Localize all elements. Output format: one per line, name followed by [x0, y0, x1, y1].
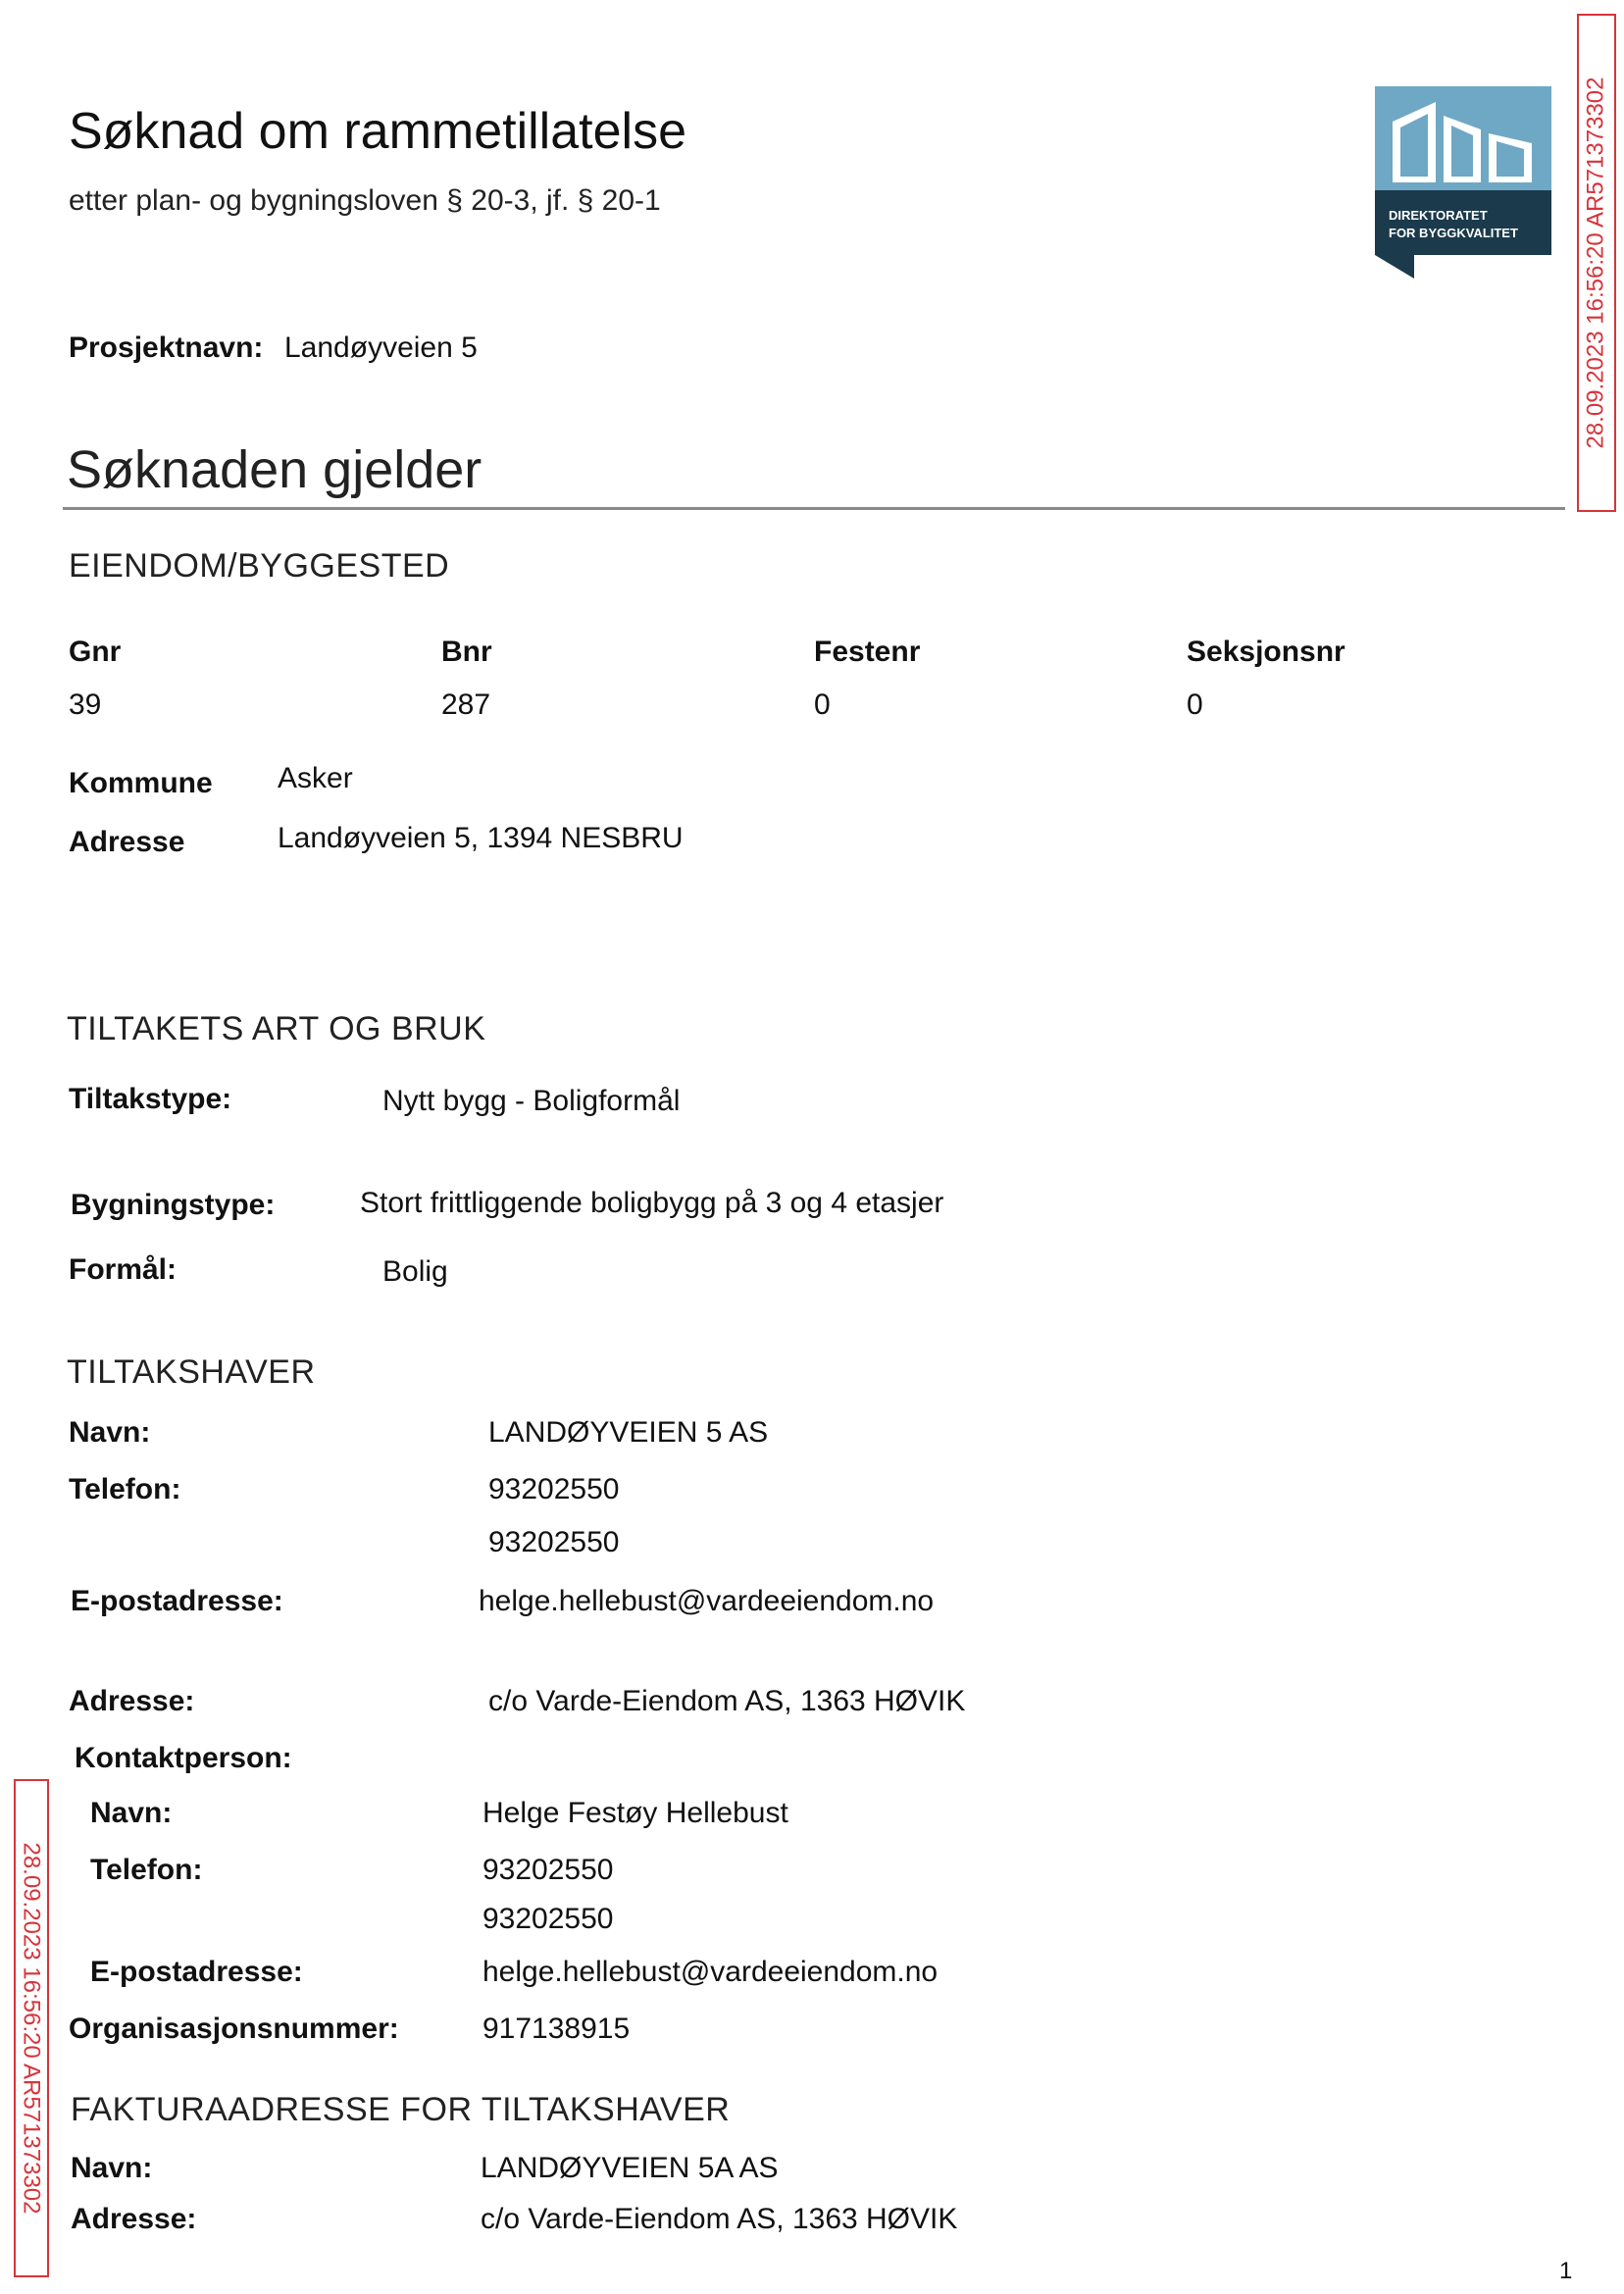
gnr-value: 39	[69, 688, 102, 721]
faktura-section-title: FAKTURAADRESSE FOR TILTAKSHAVER	[71, 2091, 731, 2128]
kontakt-telefon1: 93202550	[482, 1854, 614, 1886]
faktura-adresse-value: c/o Varde-Eiendom AS, 1363 HØVIK	[481, 2203, 958, 2235]
logo-line2: FOR BYGGKVALITET	[1389, 226, 1518, 240]
tiltakstype-label: Tiltakstype:	[69, 1083, 232, 1115]
tiltakshaver-telefon-label: Telefon:	[69, 1473, 181, 1505]
kontakt-epost-label: E-postadresse:	[90, 1956, 303, 1988]
formal-value: Bolig	[382, 1255, 448, 1288]
tiltakshaver-navn-value: LANDØYVEIEN 5 AS	[488, 1416, 769, 1449]
tiltakshaver-telefon1: 93202550	[488, 1473, 620, 1505]
adresse-label: Adresse	[69, 826, 185, 858]
festenr-value: 0	[814, 688, 831, 721]
adresse-value: Landøyveien 5, 1394 NESBRU	[278, 822, 684, 854]
timestamp-stamp-top: 28.09.2023 16:56:20 AR571373302	[1577, 14, 1616, 512]
bnr-value: 287	[441, 688, 491, 721]
faktura-adresse-label: Adresse:	[71, 2203, 197, 2235]
timestamp-stamp-bottom: 28.09.2023 16:56:20 AR571373302	[14, 1779, 49, 2277]
dibk-logo-icon	[1375, 86, 1551, 279]
tiltakshaver-navn-label: Navn:	[69, 1416, 151, 1449]
tiltakshaver-epost-value: helge.hellebust@vardeeiendom.no	[479, 1585, 935, 1617]
heading-divider	[63, 507, 1565, 510]
tiltakshaver-telefon2: 93202550	[488, 1526, 620, 1558]
bnr-label: Bnr	[441, 636, 492, 668]
formal-label: Formål:	[69, 1253, 178, 1286]
project-name-value: Landøyveien 5	[284, 331, 478, 364]
organisasjonsnummer-value: 917138915	[482, 2013, 631, 2045]
kontakt-navn-value: Helge Festøy Hellebust	[482, 1797, 788, 1829]
kontakt-telefon2: 93202550	[482, 1903, 614, 1935]
bygningstype-value: Stort frittliggende boligbygg på 3 og 4 etasjer	[360, 1187, 944, 1219]
kommune-label: Kommune	[69, 767, 213, 799]
kontakt-epost-value: helge.hellebust@vardeeiendom.no	[482, 1956, 939, 1988]
page-number: 1	[1559, 2258, 1573, 2284]
kontaktperson-label: Kontaktperson:	[75, 1742, 292, 1774]
seksjonsnr-label: Seksjonsnr	[1187, 636, 1345, 668]
organisasjonsnummer-label: Organisasjonsnummer:	[69, 2013, 399, 2045]
tiltakstype-value: Nytt bygg - Boligformål	[382, 1085, 681, 1117]
tiltakshaver-section-title: TILTAKSHAVER	[67, 1353, 316, 1391]
faktura-navn-label: Navn:	[71, 2152, 153, 2184]
faktura-navn-value: LANDØYVEIEN 5A AS	[481, 2152, 779, 2184]
kontakt-telefon-label: Telefon:	[90, 1854, 203, 1886]
gnr-label: Gnr	[69, 636, 122, 668]
festenr-label: Festenr	[814, 636, 921, 668]
kontakt-navn-label: Navn:	[90, 1797, 173, 1829]
eiendom-section-title: EIENDOM/BYGGESTED	[69, 547, 450, 585]
seksjonsnr-value: 0	[1187, 688, 1203, 721]
tiltakshaver-adresse-label: Adresse:	[69, 1685, 195, 1717]
dibk-logo	[1375, 86, 1551, 279]
tiltakshaver-epost-label: E-postadresse:	[71, 1585, 283, 1617]
bygningstype-label: Bygningstype:	[71, 1189, 276, 1221]
tiltak-section-title: TILTAKETS ART OG BRUK	[67, 1010, 486, 1047]
project-name-label: Prosjektnavn:	[69, 331, 264, 364]
kommune-value: Asker	[278, 762, 353, 794]
tiltakshaver-adresse-value: c/o Varde-Eiendom AS, 1363 HØVIK	[488, 1685, 966, 1717]
document-subtitle: etter plan- og bygningsloven § 20-3, jf. § 20-1	[69, 184, 661, 217]
section-heading: Søknaden gjelder	[67, 440, 482, 499]
document-title: Søknad om rammetillatelse	[69, 103, 686, 160]
logo-line1: DIREKTORATET	[1389, 208, 1488, 223]
